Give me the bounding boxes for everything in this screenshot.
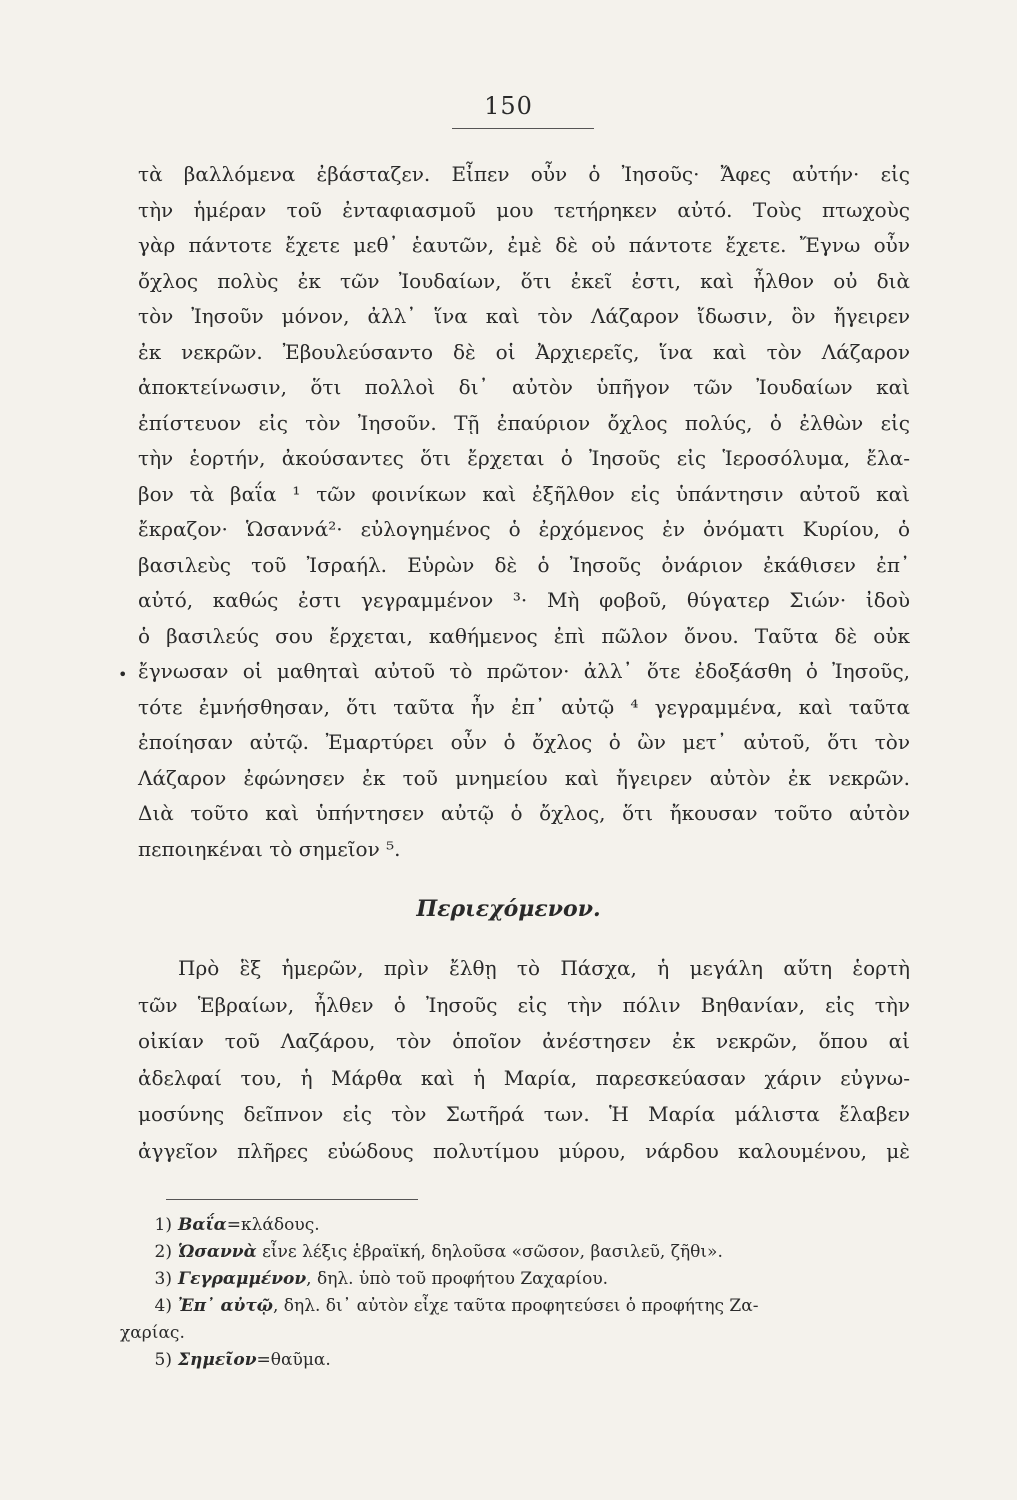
text-line: ἐκ νεκρῶν. Ἐβουλεύσαντο δὲ οἱ Ἀρχιερεῖς, ἵνα καὶ τὸν Λάζαρον — [138, 339, 910, 364]
footnote-rule — [166, 1199, 418, 1200]
footnote-text: =κλάδους. — [226, 1215, 320, 1235]
text-line: τὴν ἑορτήν, ἀκούσαντες ὅτι ἔρχεται ὁ Ἰησοῦς εἰς Ἱεροσόλυμα, ἔλα- — [138, 446, 910, 470]
footnote-text: =θαῦμα. — [256, 1350, 331, 1370]
footnote — [120, 1239, 920, 1266]
text-line: Διὰ τοῦτο καὶ ὑπήντησεν αὐτῷ ὁ ὄχλος, ὅτι ἤκουσαν τοῦτο αὐτὸν — [138, 801, 910, 825]
text-line: ἐποίησαν αὐτῷ. Ἐμαρτύρει οὖν ὁ ὄχλος ὁ ὢν μετ᾿ αὐτοῦ, ὅτι τὸν — [138, 730, 910, 754]
text-line: βασιλεὺς τοῦ Ἰσραήλ. Εὑρὼν δὲ ὁ Ἰησοῦς ὀνάριον ἐκάθισεν ἐπ᾿ — [138, 552, 910, 577]
text-line: ἀποκτείνωσιν, ὅτι πολλοὶ δι᾿ αὐτὸν ὑπῆγον τῶν Ἰουδαίων καὶ — [138, 375, 910, 399]
text-line: τῶν Ἑβραίων, ἦλθεν ὁ Ἰησοῦς εἰς τὴν πόλιν Βηθανίαν, εἰς τὴν — [138, 992, 910, 1017]
footnote-term: Ἐπ᾿ αὐτῷ — [178, 1296, 273, 1316]
text-line: ὄχλος πολὺς ἐκ τῶν Ἰουδαίων, ὅτι ἐκεῖ ἐστι, καὶ ἦλθον οὐ διὰ — [138, 268, 910, 293]
text-line: τὴν ἡμέραν τοῦ ἐνταφιασμοῦ μου τετήρηκεν αὐτό. Τοὺς πτωχοὺς — [138, 197, 910, 222]
text-line: ἔκραζον· Ὡσαννά²· εὐλογημένος ὁ ἐρχόμενος ἐν ὀνόματι Κυρίου, ὁ — [138, 517, 910, 541]
footnote-number: 2) — [154, 1242, 172, 1262]
footnote-text: , δηλ. δι᾿ αὐτὸν εἶχε ταῦτα προφητεύσει ὁ προφήτης Ζα- — [272, 1296, 759, 1316]
text-line: ἀδελφαί του, ἡ Μάρθα καὶ ἡ Μαρία, παρεσκεύασαν χάριν εὐγνω- — [138, 1065, 910, 1090]
footnote-number: 3) — [154, 1269, 172, 1289]
footnote-term: Γεγραμμένον — [178, 1269, 307, 1289]
footnote-number: 4) — [154, 1296, 172, 1316]
footnote-text: εἶνε λέξις ἑβραϊκή, δηλοῦσα «σῶσον, βασιλεῦ, ζῆθι». — [256, 1242, 723, 1262]
header-rule — [452, 128, 594, 129]
text-line: βον τὰ βαΐα ¹ τῶν φοινίκων καὶ ἐξῆλθον εἰς ὑπάντησιν αὐτοῦ καὶ — [138, 481, 910, 506]
text-line: τότε ἐμνήσθησαν, ὅτι ταῦτα ἦν ἐπ᾿ αὐτῷ ⁴ γεγραμμένα, καὶ ταῦτα — [138, 694, 910, 719]
footnotes — [120, 1212, 920, 1374]
text-line: Πρὸ ἓξ ἡμερῶν, πρὶν ἔλθῃ τὸ Πάσχα, ἡ μεγάλη αὕτη ἑορτὴ — [178, 956, 910, 980]
footnote — [120, 1266, 920, 1293]
text-line: ὁ βασιλεύς σου ἔρχεται, καθήμενος ἐπὶ πῶλον ὄνου. Ταῦτα δὲ οὐκ — [138, 623, 910, 648]
footnote — [120, 1293, 920, 1320]
footnote-text: , δηλ. ὑπὸ τοῦ προφήτου Ζαχαρίου. — [306, 1269, 609, 1289]
footnote-term: Ὡσαννὰ — [178, 1242, 257, 1262]
text-line: τὰ βαλλόμενα ἐβάσταζεν. Εἶπεν οὖν ὁ Ἰησοῦς· Ἄφες αὐτήν· εἰς — [138, 162, 910, 186]
footnote — [120, 1347, 920, 1374]
section-heading: Περιεχόμενον. — [416, 896, 601, 922]
text-line: μοσύνης δεῖπνον εἰς τὸν Σωτῆρά των. Ἡ Μαρία μάλιστα ἔλαβεν — [138, 1102, 910, 1126]
text-line: ἔγνωσαν οἱ μαθηταὶ αὐτοῦ τὸ πρῶτον· ἀλλ᾿ ὅτε ἐδοξάσθη ὁ Ἰησοῦς, — [138, 659, 910, 683]
summary-text — [138, 950, 910, 1169]
text-line: τὸν Ἰησοῦν μόνον, ἀλλ᾿ ἵνα καὶ τὸν Λάζαρον ἴδωσιν, ὃν ἤγειρεν — [138, 304, 910, 328]
text-line: αὐτό, καθώς ἐστι γεγραμμένον ³· Μὴ φοβοῦ, θύγατερ Σιών· ἰδοὺ — [138, 588, 910, 612]
margin-mark: • — [118, 665, 128, 684]
footnote-number: 1) — [154, 1215, 172, 1235]
page-number: 150 — [484, 92, 533, 120]
text-line: ἐπίστευον εἰς τὸν Ἰησοῦν. Τῇ ἐπαύριον ὄχλος πολύς, ὁ ἐλθὼν εἰς — [138, 410, 910, 435]
text-line: Λάζαρον ἐφώνησεν ἐκ τοῦ μνημείου καὶ ἤγειρεν αὐτὸν ἐκ νεκρῶν. — [138, 765, 910, 790]
text-line: πεποιηκέναι τὸ σημεῖον ⁵. — [138, 836, 401, 861]
footnote-term: Σημεῖον — [178, 1350, 257, 1370]
footnote — [120, 1212, 920, 1239]
text-line: οἰκίαν τοῦ Λαζάρου, τὸν ὁποῖον ἀνέστησεν ἐκ νεκρῶν, ὅπου αἱ — [138, 1029, 910, 1053]
footnote-number: 5) — [154, 1350, 172, 1370]
text-line: γὰρ πάντοτε ἔχετε μεθ᾿ ἑαυτῶν, ἐμὲ δὲ οὐ πάντοτε ἔχετε. Ἔγνω οὖν — [138, 233, 910, 257]
footnote-term: Βαΐα — [178, 1215, 227, 1235]
text-line: ἀγγεῖον πλῆρες εὐώδους πολυτίμου μύρου, νάρδου καλουμένου, μὲ — [138, 1138, 910, 1163]
main-text — [138, 157, 910, 867]
footnote-continuation: χαρίας. — [120, 1323, 185, 1343]
